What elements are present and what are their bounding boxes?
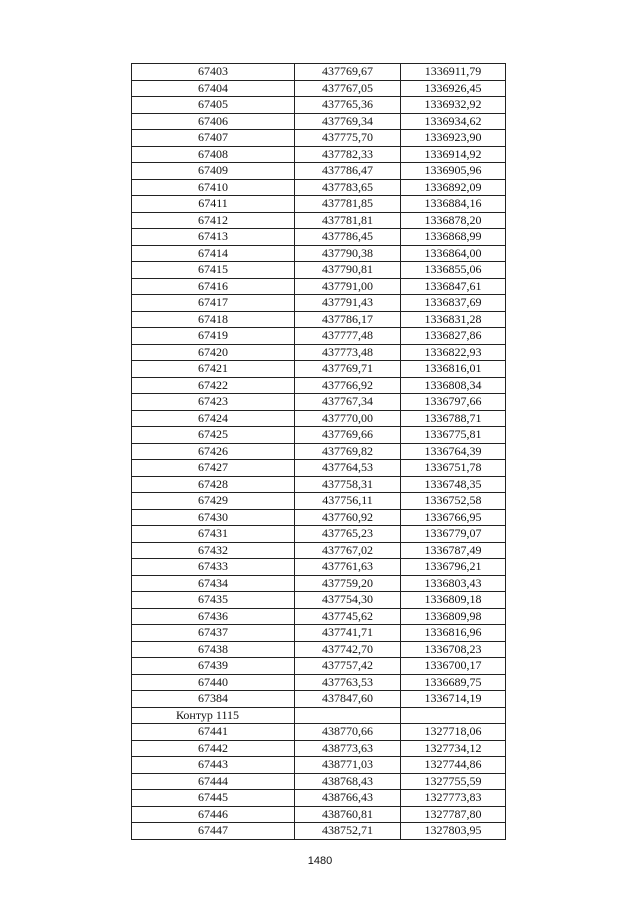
x-coordinate-cell: 438752,71	[295, 823, 401, 840]
x-coordinate-cell: 437765,23	[295, 526, 401, 543]
x-coordinate-cell: 437763,53	[295, 674, 401, 691]
y-coordinate-cell: 1336827,86	[401, 328, 506, 345]
point-number-cell: 67444	[132, 773, 295, 790]
table-row	[132, 245, 506, 262]
x-coordinate-cell: 437759,20	[295, 575, 401, 592]
table-row	[132, 328, 506, 345]
table-row	[132, 212, 506, 229]
point-number-cell: 67414	[132, 245, 295, 262]
x-coordinate-cell: 438766,43	[295, 790, 401, 807]
point-number-cell: 67415	[132, 262, 295, 279]
y-coordinate-cell: 1336868,99	[401, 229, 506, 246]
table-row	[132, 740, 506, 757]
x-coordinate-cell: 437781,81	[295, 212, 401, 229]
y-coordinate-cell: 1327787,80	[401, 806, 506, 823]
point-number-cell: 67420	[132, 344, 295, 361]
y-coordinate-cell: 1336905,96	[401, 163, 506, 180]
y-coordinate-cell: 1336752,58	[401, 493, 506, 510]
point-number-cell: 67429	[132, 493, 295, 510]
y-coordinate-cell: 1336932,92	[401, 97, 506, 114]
x-coordinate-cell: 438770,66	[295, 724, 401, 741]
point-number-cell: 67426	[132, 443, 295, 460]
table-row	[132, 757, 506, 774]
x-coordinate-cell: 437760,92	[295, 509, 401, 526]
coordinates-table	[131, 63, 506, 840]
table-row	[132, 608, 506, 625]
table-row	[132, 130, 506, 147]
table-row	[132, 377, 506, 394]
x-coordinate-cell: 437742,70	[295, 641, 401, 658]
x-coordinate-cell: 437769,82	[295, 443, 401, 460]
y-coordinate-cell: 1336855,06	[401, 262, 506, 279]
x-coordinate-cell: 437766,92	[295, 377, 401, 394]
point-number-cell: 67412	[132, 212, 295, 229]
empty-cell	[401, 707, 506, 724]
point-number-cell: 67435	[132, 592, 295, 609]
table-row	[132, 691, 506, 708]
x-coordinate-cell: 437758,31	[295, 476, 401, 493]
point-number-cell: 67423	[132, 394, 295, 411]
table-row	[132, 575, 506, 592]
point-number-cell: 67411	[132, 196, 295, 213]
contour-row	[132, 707, 506, 724]
x-coordinate-cell: 437741,71	[295, 625, 401, 642]
x-coordinate-cell: 437767,02	[295, 542, 401, 559]
table-row	[132, 278, 506, 295]
x-coordinate-cell: 438773,63	[295, 740, 401, 757]
x-coordinate-cell: 437769,67	[295, 64, 401, 81]
point-number-cell: 67445	[132, 790, 295, 807]
x-coordinate-cell: 437847,60	[295, 691, 401, 708]
point-number-cell: 67441	[132, 724, 295, 741]
y-coordinate-cell: 1336934,62	[401, 113, 506, 130]
point-number-cell: 67407	[132, 130, 295, 147]
point-number-cell: 67403	[132, 64, 295, 81]
table-row	[132, 163, 506, 180]
y-coordinate-cell: 1336788,71	[401, 410, 506, 427]
point-number-cell: 67408	[132, 146, 295, 163]
table-row	[132, 542, 506, 559]
point-number-cell: 67384	[132, 691, 295, 708]
table-row	[132, 773, 506, 790]
point-number-cell: 67406	[132, 113, 295, 130]
point-number-cell: 67432	[132, 542, 295, 559]
point-number-cell: 67425	[132, 427, 295, 444]
table-row	[132, 559, 506, 576]
point-number-cell: 67418	[132, 311, 295, 328]
x-coordinate-cell: 437790,81	[295, 262, 401, 279]
point-number-cell: 67421	[132, 361, 295, 378]
x-coordinate-cell: 437782,33	[295, 146, 401, 163]
x-coordinate-cell: 438771,03	[295, 757, 401, 774]
y-coordinate-cell: 1336689,75	[401, 674, 506, 691]
point-number-cell: 67440	[132, 674, 295, 691]
table-row	[132, 806, 506, 823]
point-number-cell: 67428	[132, 476, 295, 493]
y-coordinate-cell: 1336766,95	[401, 509, 506, 526]
x-coordinate-cell: 437790,38	[295, 245, 401, 262]
point-number-cell: 67434	[132, 575, 295, 592]
x-coordinate-cell: 437769,66	[295, 427, 401, 444]
point-number-cell: 67427	[132, 460, 295, 477]
y-coordinate-cell: 1327718,06	[401, 724, 506, 741]
point-number-cell: 67424	[132, 410, 295, 427]
point-number-cell: 67447	[132, 823, 295, 840]
point-number-cell: 67438	[132, 641, 295, 658]
table-row	[132, 674, 506, 691]
table-row	[132, 790, 506, 807]
x-coordinate-cell: 437786,17	[295, 311, 401, 328]
table-row	[132, 823, 506, 840]
x-coordinate-cell: 437769,34	[295, 113, 401, 130]
y-coordinate-cell: 1336837,69	[401, 295, 506, 312]
point-number-cell: 67439	[132, 658, 295, 675]
table-row	[132, 394, 506, 411]
x-coordinate-cell: 437767,34	[295, 394, 401, 411]
empty-cell	[295, 707, 401, 724]
point-number-cell: 67442	[132, 740, 295, 757]
x-coordinate-cell: 438760,81	[295, 806, 401, 823]
x-coordinate-cell: 437765,36	[295, 97, 401, 114]
x-coordinate-cell: 437777,48	[295, 328, 401, 345]
table-row	[132, 476, 506, 493]
table-row	[132, 311, 506, 328]
table-row	[132, 361, 506, 378]
y-coordinate-cell: 1336822,93	[401, 344, 506, 361]
table-row	[132, 97, 506, 114]
x-coordinate-cell: 437783,65	[295, 179, 401, 196]
table-row	[132, 460, 506, 477]
y-coordinate-cell: 1336803,43	[401, 575, 506, 592]
table-row	[132, 493, 506, 510]
point-number-cell: 67404	[132, 80, 295, 97]
point-number-cell: 67436	[132, 608, 295, 625]
x-coordinate-cell: 437754,30	[295, 592, 401, 609]
y-coordinate-cell: 1336892,09	[401, 179, 506, 196]
table-row	[132, 262, 506, 279]
y-coordinate-cell: 1336808,34	[401, 377, 506, 394]
table-row	[132, 179, 506, 196]
point-number-cell: 67416	[132, 278, 295, 295]
table-row	[132, 526, 506, 543]
y-coordinate-cell: 1336884,16	[401, 196, 506, 213]
table-row	[132, 724, 506, 741]
x-coordinate-cell: 437767,05	[295, 80, 401, 97]
x-coordinate-cell: 437745,62	[295, 608, 401, 625]
y-coordinate-cell: 1336714,19	[401, 691, 506, 708]
page-number: 1480	[307, 855, 333, 867]
table-row	[132, 229, 506, 246]
y-coordinate-cell: 1336831,28	[401, 311, 506, 328]
point-number-cell: 67437	[132, 625, 295, 642]
point-number-cell: 67422	[132, 377, 295, 394]
table-row	[132, 658, 506, 675]
y-coordinate-cell: 1336878,20	[401, 212, 506, 229]
y-coordinate-cell: 1336809,98	[401, 608, 506, 625]
point-number-cell: 67446	[132, 806, 295, 823]
point-number-cell: 67405	[132, 97, 295, 114]
y-coordinate-cell: 1336708,23	[401, 641, 506, 658]
y-coordinate-cell: 1327803,95	[401, 823, 506, 840]
x-coordinate-cell: 437791,43	[295, 295, 401, 312]
y-coordinate-cell: 1336764,39	[401, 443, 506, 460]
y-coordinate-cell: 1336864,00	[401, 245, 506, 262]
table-row	[132, 113, 506, 130]
contour-label: Контур 1115	[132, 707, 295, 724]
x-coordinate-cell: 437757,42	[295, 658, 401, 675]
x-coordinate-cell: 437775,70	[295, 130, 401, 147]
y-coordinate-cell: 1336796,21	[401, 559, 506, 576]
table-row	[132, 196, 506, 213]
table-row	[132, 344, 506, 361]
point-number-cell: 67417	[132, 295, 295, 312]
table-row	[132, 509, 506, 526]
point-number-cell: 67409	[132, 163, 295, 180]
table-row	[132, 625, 506, 642]
y-coordinate-cell: 1327755,59	[401, 773, 506, 790]
point-number-cell: 67433	[132, 559, 295, 576]
y-coordinate-cell: 1327744,86	[401, 757, 506, 774]
y-coordinate-cell: 1336816,96	[401, 625, 506, 642]
point-number-cell: 67431	[132, 526, 295, 543]
table-row	[132, 641, 506, 658]
table-row	[132, 146, 506, 163]
x-coordinate-cell: 437756,11	[295, 493, 401, 510]
y-coordinate-cell: 1336809,18	[401, 592, 506, 609]
x-coordinate-cell: 437770,00	[295, 410, 401, 427]
table-row	[132, 410, 506, 427]
x-coordinate-cell: 437769,71	[295, 361, 401, 378]
y-coordinate-cell: 1336787,49	[401, 542, 506, 559]
x-coordinate-cell: 437761,63	[295, 559, 401, 576]
x-coordinate-cell: 437764,53	[295, 460, 401, 477]
point-number-cell: 67410	[132, 179, 295, 196]
point-number-cell: 67430	[132, 509, 295, 526]
y-coordinate-cell: 1336923,90	[401, 130, 506, 147]
table-row	[132, 427, 506, 444]
point-number-cell: 67419	[132, 328, 295, 345]
y-coordinate-cell: 1336911,79	[401, 64, 506, 81]
y-coordinate-cell: 1336914,92	[401, 146, 506, 163]
table-row	[132, 295, 506, 312]
y-coordinate-cell: 1336797,66	[401, 394, 506, 411]
y-coordinate-cell: 1336775,81	[401, 427, 506, 444]
y-coordinate-cell: 1336751,78	[401, 460, 506, 477]
table-row	[132, 443, 506, 460]
x-coordinate-cell: 437773,48	[295, 344, 401, 361]
table-row	[132, 64, 506, 81]
y-coordinate-cell: 1336779,07	[401, 526, 506, 543]
point-number-cell: 67443	[132, 757, 295, 774]
y-coordinate-cell: 1336847,61	[401, 278, 506, 295]
x-coordinate-cell: 437781,85	[295, 196, 401, 213]
y-coordinate-cell: 1336748,35	[401, 476, 506, 493]
y-coordinate-cell: 1336816,01	[401, 361, 506, 378]
point-number-cell: 67413	[132, 229, 295, 246]
x-coordinate-cell: 438768,43	[295, 773, 401, 790]
x-coordinate-cell: 437791,00	[295, 278, 401, 295]
x-coordinate-cell: 437786,45	[295, 229, 401, 246]
table-row	[132, 592, 506, 609]
coordinates-table-body	[132, 64, 506, 840]
y-coordinate-cell: 1327773,83	[401, 790, 506, 807]
y-coordinate-cell: 1327734,12	[401, 740, 506, 757]
x-coordinate-cell: 437786,47	[295, 163, 401, 180]
y-coordinate-cell: 1336700,17	[401, 658, 506, 675]
table-row	[132, 80, 506, 97]
y-coordinate-cell: 1336926,45	[401, 80, 506, 97]
